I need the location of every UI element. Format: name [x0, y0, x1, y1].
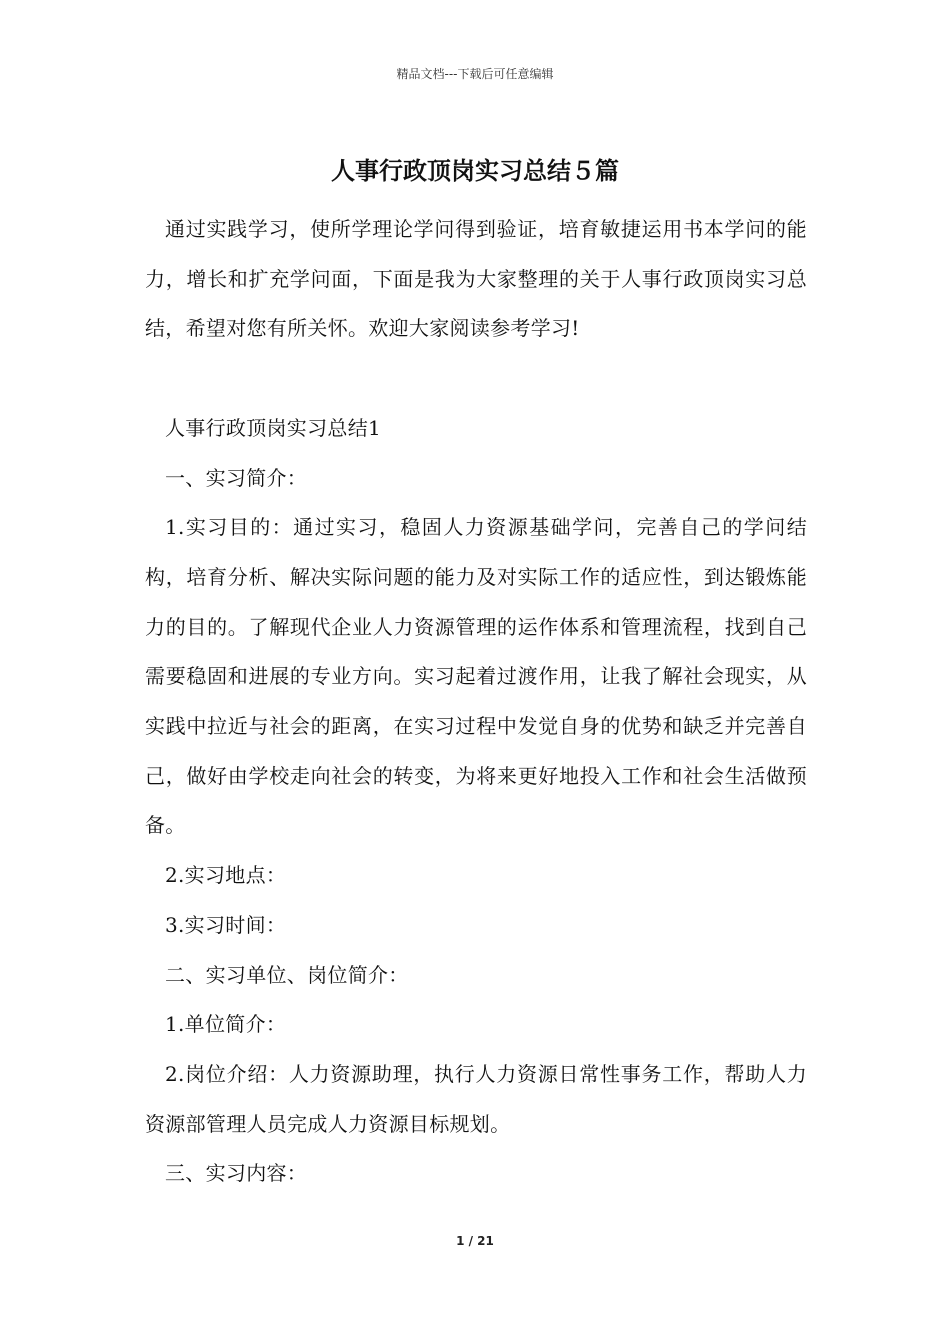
page-number: 1 / 21	[456, 1234, 494, 1248]
intro-paragraph: 通过实践学习，使所学理论学问得到验证，培育敏捷运用书本学问的能力，增长和扩充学问面，下面是我为大家整理的关于人事行政顶岗实习总结，希望对您有所关怀。欢迎大家阅读参考学习!	[145, 217, 807, 341]
part1-heading: 一、实习简介：	[165, 465, 308, 490]
part2-heading: 二、实习单位、岗位简介：	[165, 962, 409, 987]
document-title: 人事行政顶岗实习总结５篇	[331, 157, 619, 185]
post-intro-paragraph: 2.岗位介绍：人力资源助理，执行人力资源日常性事务工作，帮助人力资源部管理人员完成人力资源目标规划。	[145, 1061, 807, 1136]
item3-paragraph: 3.实习时间：	[165, 912, 287, 937]
item1-paragraph: 1.实习目的：通过实习，稳固人力资源基础学问，完善自己的学问结构，培育分析、解决实际问题的能力及对实际工作的适应性，到达锻炼能力的目的。了解现代企业人力资源管理的运作体系和管理流程，找到自己需要稳固和进展的专业方向。实习起着过渡作用，让我了解社会现实，从实践中拉近与社会的距离，在实习过程中发觉自身的优势和缺乏并完善自己，做好由学校走向社会的转变，为将来更好地投入工作和社会生活做预备。	[145, 515, 807, 838]
section-heading: 人事行政顶岗实习总结1	[165, 415, 382, 440]
unit-intro-paragraph: 1.单位简介：	[165, 1012, 287, 1037]
item2-paragraph: 2.实习地点：	[165, 863, 287, 888]
page-header: 精品文档---下载后可任意编辑	[396, 67, 554, 81]
part3-heading: 三、实习内容：	[165, 1161, 308, 1186]
document-body	[145, 205, 807, 1199]
